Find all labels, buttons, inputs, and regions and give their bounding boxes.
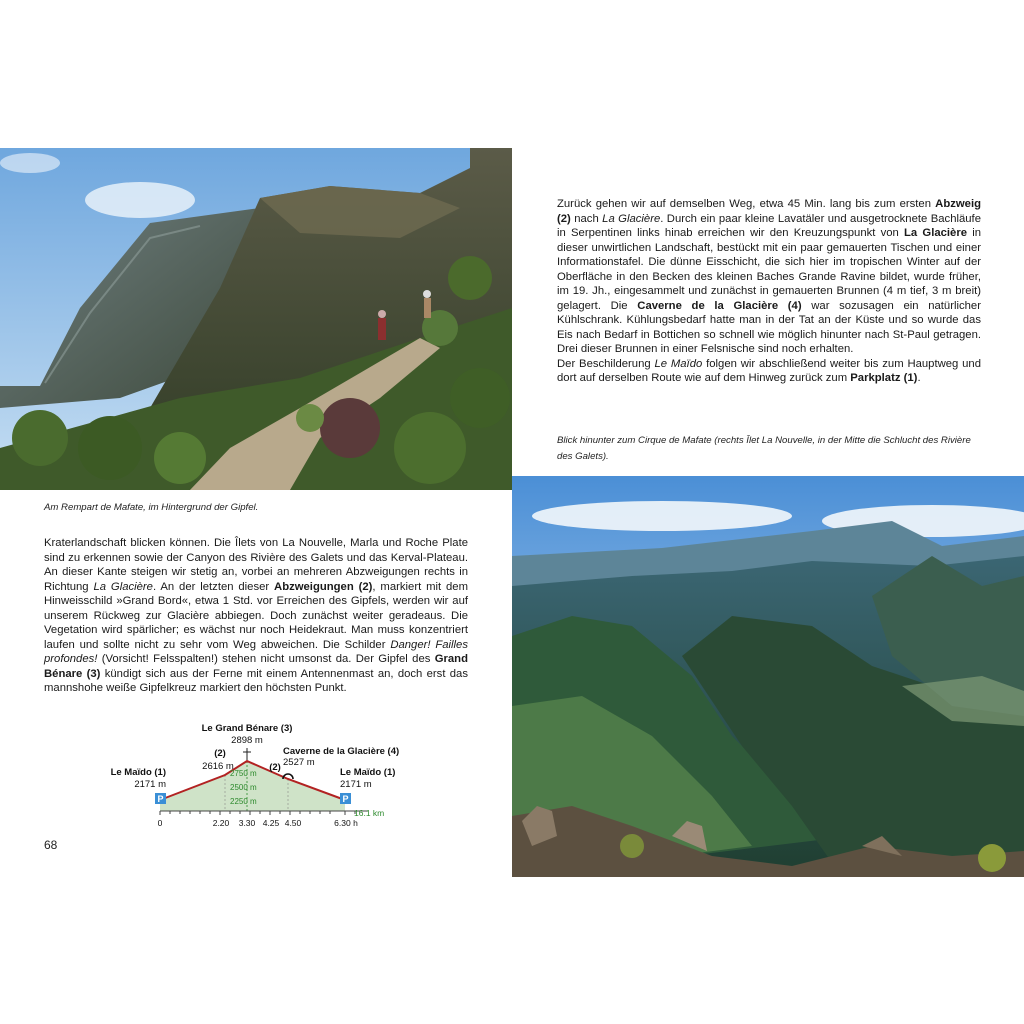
photo-rempart-de-mafate	[0, 148, 512, 490]
svg-text:P: P	[157, 794, 164, 804]
summit-cross-icon	[243, 748, 251, 760]
left-body-text	[44, 536, 468, 696]
junction2-num-label: (2)	[269, 762, 281, 773]
end-name-label: Le Maïdo (1)	[340, 767, 396, 778]
time-tick: 6.30 h	[334, 818, 358, 828]
distance-label: 16.1 km	[354, 808, 385, 818]
junction-alt-label: 2616 m	[202, 761, 234, 772]
right-body-text	[557, 197, 981, 386]
parking-end-icon	[340, 793, 351, 804]
time-tick: 3.30	[238, 818, 256, 828]
summit-name-label: Le Grand Bénare (3)	[201, 723, 293, 734]
right-paragraph-2: Der Beschilderung Le Maïdo folgen wir abschließend weiter bis zum Hauptweg und dort auf derselben Route wie auf dem Hinweg zurück zum Parkplatz (1).	[557, 357, 981, 384]
caption-right: Blick hinunter zum Cirque de Mafate (rechts Îlet La Nouvelle, in der Mitte die Schlucht des Rivière des Galets).	[557, 435, 971, 462]
caption-left: Am Rempart de Mafate, im Hintergrund der Gipfel.	[44, 502, 259, 513]
alt-2500-label: 2500 m	[230, 783, 257, 792]
parking-start-icon	[155, 793, 166, 804]
alt-2250-label: 2250 m	[230, 797, 257, 806]
page-number: 68	[44, 838, 58, 852]
cave-name-label: Caverne de la Glacière (4)	[283, 746, 400, 757]
alt-2750-label: 2750 m	[230, 769, 257, 778]
summit-alt-label: 2898 m	[231, 735, 263, 746]
time-tick: 4.25	[262, 818, 280, 828]
end-alt-label: 2171 m	[340, 779, 372, 790]
time-tick: 0	[157, 818, 163, 828]
time-tick: 4.50	[284, 818, 302, 828]
elevation-profile	[100, 718, 400, 833]
left-paragraph: Kraterlandschaft blicken können. Die Îlets von La Nouvelle, Marla und Roche Plate sind zu erkennen sowie der Canyon des Rivière des Galets und das Kerval-Plateau. An dieser Kante steigen wir stetig an, vorbei an mehreren Abzweigungen rechts in Richtung La Glacière. An der letzten dieser Abzweigungen (2), markiert mit dem Hinweisschild »Grand Bord«, etwa 1 Std. vor Erreichen des Gipfels, werden wir auf unserem Rückweg zur Glacière abbiegen. Doch zunächst weiter geradeaus. Die Vegetation wird spärlicher; es wächst nur noch Heidekraut. Man muss konzentriert laufen und sollte nicht zu sehr vom Weg abweichen. Die Schilder Danger! Failles profondes! (Vorsicht! Felsspalten!) stehen nicht umsonst da. Der Gipfel des Grand Bénare (3) kündigt sich aus der Ferne mit einem Antennenmast an, doch erst das mannshohe weiße Gipfelkreuz markiert den höchsten Punkt.	[44, 537, 468, 694]
junction-num-label: (2)	[214, 748, 226, 759]
photo-cirque-de-mafate	[512, 476, 1024, 877]
time-tick: 2.20	[212, 818, 230, 828]
start-alt-label: 2171 m	[134, 779, 166, 790]
start-name-label: Le Maïdo (1)	[110, 767, 166, 778]
cave-alt-label: 2527 m	[283, 757, 315, 768]
right-paragraph-1: Zurück gehen wir auf demselben Weg, etwa 45 Min. lang bis zum ersten Abzweig (2) nach La Glacière. Durch ein paar kleine Lavatäler und ausgetrocknete Bachläufe in Serpentinen links hinab erreichen wir den Kreuzungspunkt von La Glacière in dieser unwirtlichen Landschaft, bestückt mit ein paar gemauerten Tischen und einer Informationstafel. Die dünne Eisschicht, die sich hier im tropischen Winter auf der Oberfläche in den Becken des kleinen Baches Grande Ravine bildet, wurde früher, im 19. Jh., eingesammelt und zunächst in gemauerten Brunnen (4 m tief, 3 m breit) gelagert. Die Caverne de la Glacière (4) war sozusagen ein natürlicher Kühlschrank. Kühlungsbedarf hatte man in der Tat an der Küste und so wurde das Eis nach Bedarf in Bottichen so schnell wie möglich hinunter nach St-Paul getragen. Drei dieser Brunnen in einer Felsnische sind noch erhalten.	[557, 198, 981, 355]
svg-text:P: P	[342, 794, 349, 804]
